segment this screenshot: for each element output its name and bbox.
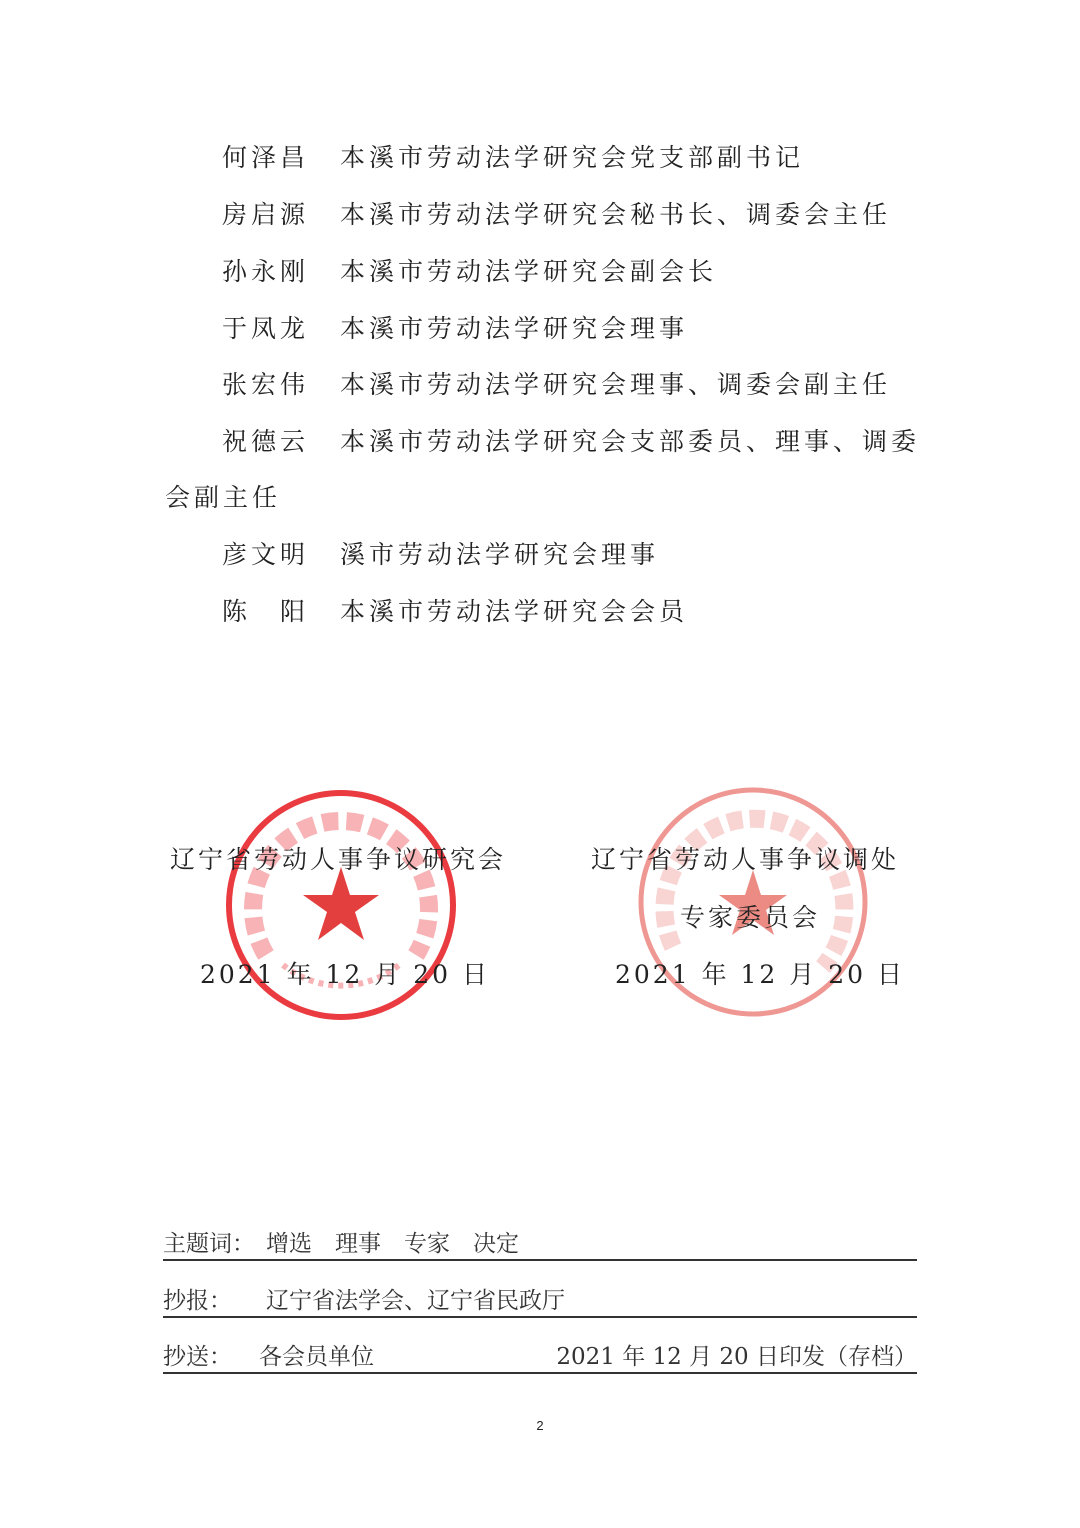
report-label: 抄报：: [163, 1288, 232, 1314]
member-name: 彦文明: [222, 540, 310, 569]
footer-report: [163, 1286, 917, 1318]
member-role: 本溪市劳动法学研究会理事、调委会副主任: [340, 370, 892, 399]
page-number: 2: [536, 1418, 544, 1433]
signature-right-org-line1: 辽宁省劳动人事争议调处: [590, 845, 899, 874]
send-label: 抄送：: [163, 1344, 232, 1370]
member-role: 本溪市劳动法学研究会会员: [340, 597, 689, 626]
member-role: 溪市劳动法学研究会理事: [340, 540, 660, 569]
report-to: 辽宁省法学会、辽宁省民政厅: [266, 1288, 565, 1314]
member-role-continued: 会副主任: [165, 483, 282, 512]
footer-keywords: [163, 1229, 917, 1261]
signature-right-date: 2021 年 12 月 20 日: [615, 960, 905, 989]
member-role: 本溪市劳动法学研究会党支部副书记: [340, 143, 805, 172]
star-icon: [303, 867, 379, 940]
signature-left-date: 2021 年 12 月 20 日: [200, 960, 490, 989]
issued-date: 2021 年 12 月 20 日印发（存档）: [556, 1344, 917, 1370]
member-name: 何泽昌: [222, 143, 310, 172]
signature-right-org-line2: 专家委员会: [679, 903, 820, 932]
member-role: 本溪市劳动法学研究会副会长: [340, 257, 718, 286]
member-role: 本溪市劳动法学研究会支部委员、理事、调委: [340, 427, 921, 456]
keywords-label: 主题词：: [163, 1231, 255, 1257]
member-name: 于凤龙: [222, 314, 310, 343]
signature-left-org: 辽宁省劳动人事争议研究会: [169, 845, 506, 874]
member-name: 陈 阳: [222, 597, 310, 626]
member-name: 张宏伟: [222, 370, 310, 399]
member-role: 本溪市劳动法学研究会秘书长、调委会主任: [340, 200, 892, 229]
keywords: 增选 理事 专家 决定: [266, 1231, 519, 1257]
member-name: 房启源: [222, 200, 310, 229]
send-to: 各会员单位: [259, 1344, 374, 1370]
footer-send: [163, 1342, 917, 1374]
member-name: 祝德云: [222, 427, 310, 456]
member-role: 本溪市劳动法学研究会理事: [340, 314, 689, 343]
member-name: 孙永刚: [222, 257, 310, 286]
